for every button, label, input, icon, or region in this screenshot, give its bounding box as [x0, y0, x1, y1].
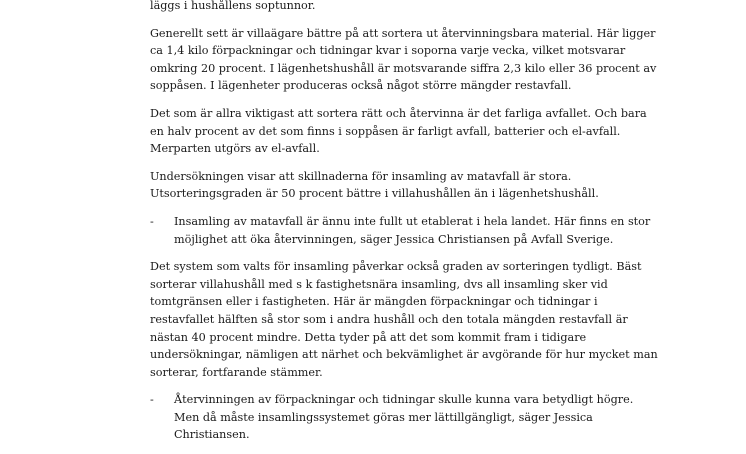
quote-dash: - [150, 214, 154, 228]
quote-recycling [150, 391, 660, 444]
quote-food-waste [150, 213, 660, 248]
document-page [150, 0, 660, 454]
paragraph-food-waste: Undersökningen visar att skillnaderna för insamling av matavfall är stora. Utsorteringsgraden är 50 procent bättre i villahushållen än i lägenhetshushåll. [150, 169, 599, 201]
quote-text: Återvinningen av förpackningar och tidningar skulle kunna vara betydligt högre. Men då måste insamlingssystemet göras mer lättillgängligt, säger Jessica Christiansen. [174, 393, 634, 442]
quote-text: Insamling av matavfall är ännu inte fullt ut etablerat i hela landet. Här finns en stor möjlighet att öka återvinningen, säger Jessica Christiansen på Avfall Sverige. [174, 214, 651, 246]
paragraph-collection-system: Det system som valts för insamling påverkar också graden av sorteringen tydligt. Bäst sorterar villahushåll med s k fastighetsnära insamling, dvs all insamling sker vid tomtgränsen eller i fastigheten. Här är mängden förpackningar och tidningar i restavfallet hälften så stor som i andra hushåll och den totala mängden restavfall är nästan 40 procent mindre. Detta tyder på att det som kommit fram i tidigare undersökningar, nämligen att närhet och bekvämlighet är avgörande för hur mycket man sorterar, fortfarande stämmer. [150, 260, 658, 379]
quote-dash: - [150, 393, 154, 407]
paragraph-villa-sorting: Generellt sett är villaägare bättre på att sortera ut återvinningsbara material. Här ligger ca 1,4 kilo förpackningar och tidningar kvar i soporna varje vecka, vilket motsvarar omkring 20 procent. I lägenhetshushåll är motsvarande siffra 2,3 kilo eller 36 procent av soppåsen. I lägenheter produceras också något större mängder restavfall. [150, 26, 657, 93]
paragraph-intro-tail: läggs i hushållens soptunnor. [150, 0, 316, 12]
paragraph-hazardous-waste: Det som är allra viktigast att sortera rätt och återvinna är det farliga avfallet. Och bara en halv procent av det som finns i soppåsen är farligt avfall, batterier och el-avfall. Merparten utgörs av el-avfall. [150, 106, 647, 156]
